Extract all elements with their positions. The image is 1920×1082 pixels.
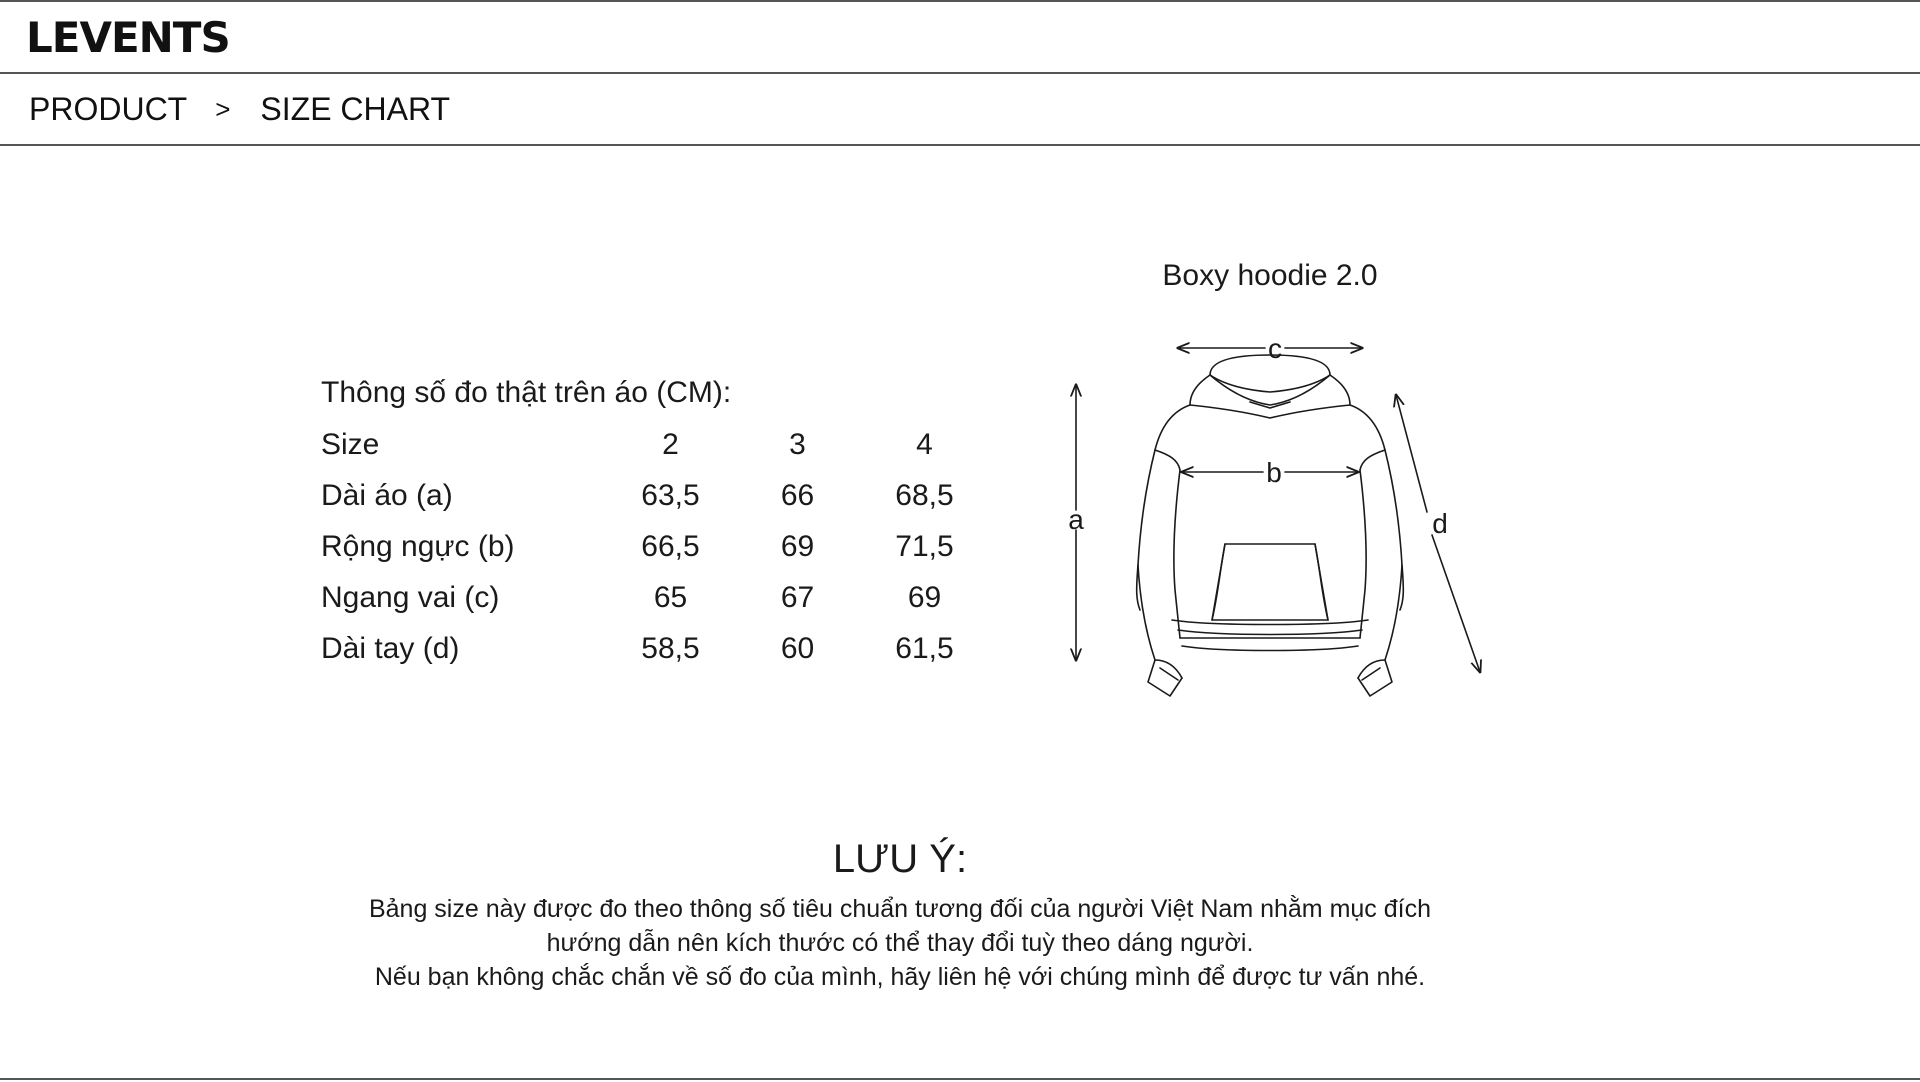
note-line: hướng dẫn nên kích thước có thể thay đổi tuỳ theo dáng người. bbox=[546, 929, 1254, 957]
table-row bbox=[321, 572, 988, 623]
row-label: Ngang vai (c) bbox=[321, 581, 500, 614]
breadcrumb-separator: > bbox=[215, 94, 231, 124]
row-value: 69 bbox=[907, 581, 942, 614]
brand-logo[interactable]: LEVENTS bbox=[26, 13, 230, 62]
header-divider bbox=[0, 72, 1920, 74]
dimension-d-label: d bbox=[1432, 508, 1448, 539]
size-header-2: 2 bbox=[662, 428, 679, 461]
row-value: 60 bbox=[780, 632, 815, 665]
size-header-4: 4 bbox=[916, 428, 933, 461]
row-value: 69 bbox=[780, 530, 815, 563]
row-value: 66 bbox=[780, 479, 815, 512]
row-value: 68,5 bbox=[895, 479, 954, 512]
row-value: 66,5 bbox=[641, 530, 700, 563]
breadcrumb-divider bbox=[0, 144, 1920, 146]
size-spec-table bbox=[321, 419, 988, 674]
size-header-label: Size bbox=[321, 428, 380, 461]
note-body bbox=[300, 892, 1500, 994]
product-name: Boxy hoodie 2.0 bbox=[1162, 259, 1378, 292]
row-label: Dài áo (a) bbox=[321, 479, 453, 512]
dimension-b-label: b bbox=[1266, 457, 1282, 488]
row-value: 67 bbox=[780, 581, 815, 614]
spec-table-title: Thông số đo thật trên áo (CM): bbox=[321, 376, 732, 409]
row-label: Rộng ngực (b) bbox=[321, 530, 515, 563]
note-line: Bảng size này được đo theo thông số tiêu chuẩn tương đối của người Việt Nam nhằm mục đích bbox=[368, 895, 1432, 923]
row-value: 58,5 bbox=[641, 632, 700, 665]
table-header-row bbox=[321, 419, 988, 470]
row-value: 61,5 bbox=[895, 632, 954, 665]
top-border bbox=[0, 0, 1920, 2]
note-line: Nếu bạn không chắc chắn về số đo của mình, hãy liên hệ với chúng mình để được tư vấn nhé. bbox=[374, 963, 1426, 991]
table-row bbox=[321, 521, 988, 572]
breadcrumb-item-product[interactable]: PRODUCT bbox=[29, 91, 188, 127]
table-row bbox=[321, 623, 988, 674]
row-value: 65 bbox=[653, 581, 688, 614]
row-value: 71,5 bbox=[895, 530, 954, 563]
size-header-3: 3 bbox=[789, 428, 806, 461]
hoodie-diagram bbox=[1060, 330, 1500, 710]
breadcrumb bbox=[29, 88, 450, 130]
bottom-border bbox=[0, 1078, 1920, 1080]
table-row bbox=[321, 470, 988, 521]
dimension-a-label: a bbox=[1068, 504, 1084, 535]
breadcrumb-item-size-chart: SIZE CHART bbox=[260, 91, 451, 127]
row-value: 63,5 bbox=[641, 479, 700, 512]
dimension-c-label: c bbox=[1268, 333, 1282, 364]
hoodie-outline bbox=[1137, 355, 1404, 696]
row-label: Dài tay (d) bbox=[321, 632, 460, 665]
dimension-d-line-bottom bbox=[1432, 535, 1480, 672]
note-title: LƯU Ý: bbox=[832, 837, 968, 881]
dimension-d-line-top bbox=[1396, 395, 1427, 512]
